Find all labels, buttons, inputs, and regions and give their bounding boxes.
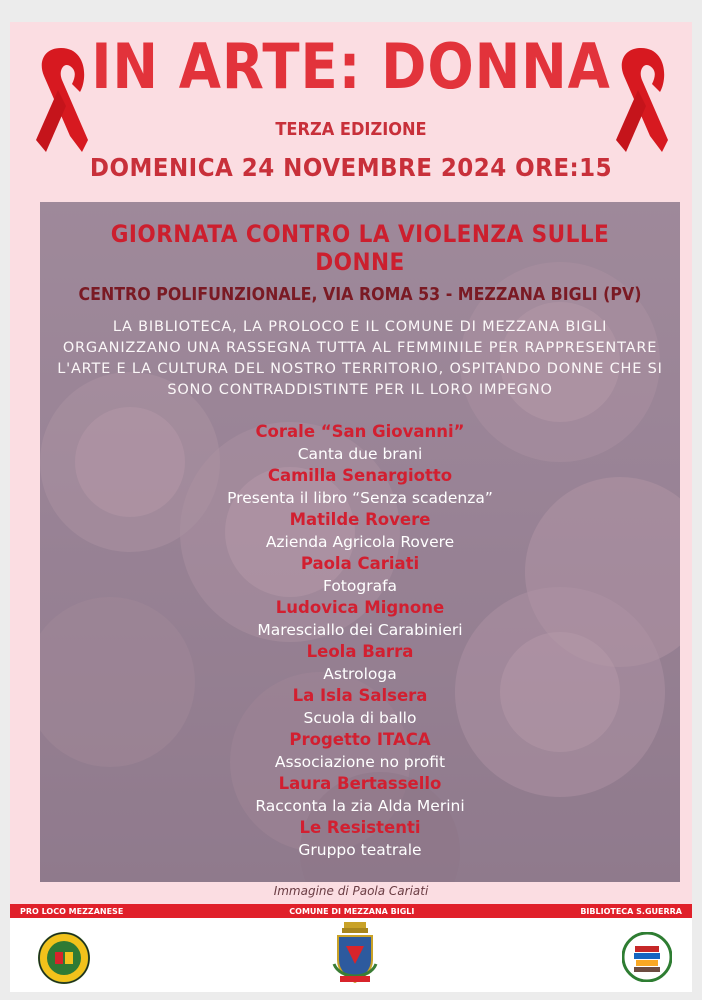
poster bbox=[10, 22, 692, 992]
guest-name: Progetto ITACA bbox=[289, 730, 431, 749]
guest-name: Laura Bertassello bbox=[278, 774, 442, 793]
sponsor-comune-label: COMUNE DI MEZZANA BIGLI bbox=[289, 906, 415, 916]
guest-name: La Isla Salsera bbox=[292, 686, 428, 705]
guest-role: Azienda Agricola Rovere bbox=[265, 533, 455, 551]
panel-content bbox=[40, 202, 680, 861]
event-title: IN ARTE: DONNA bbox=[91, 30, 611, 103]
guest-name: Camilla Senargiotto bbox=[267, 466, 453, 485]
headline: GIORNATA CONTRO LA VIOLENZA SULLE DONNE bbox=[110, 220, 610, 276]
sponsor-bar bbox=[10, 904, 692, 918]
guest-name: Leola Barra bbox=[306, 642, 414, 661]
guest-role: Astrologa bbox=[323, 665, 397, 683]
guest-role: Scuola di ballo bbox=[303, 709, 417, 727]
guest-role: Canta due brani bbox=[297, 445, 423, 463]
event-date: DOMENICA 24 NOVEMBRE 2024 ORE:15 bbox=[89, 153, 613, 182]
guest-name: Corale “San Giovanni” bbox=[255, 422, 465, 441]
venue-address: CENTRO POLIFUNZIONALE, VIA ROMA 53 - MEZZANA BIGLI (PV) bbox=[78, 284, 642, 305]
sponsor-logos bbox=[10, 918, 692, 992]
guest-name: Matilde Rovere bbox=[289, 510, 431, 529]
guest-name: Paola Cariati bbox=[300, 554, 420, 573]
guest-role: Racconta la zia Alda Merini bbox=[255, 797, 465, 815]
guest-role: Gruppo teatrale bbox=[298, 841, 422, 859]
guest-name: Ludovica Mignone bbox=[275, 598, 445, 617]
sponsor-biblioteca-label: BIBLIOTECA S.GUERRA bbox=[580, 906, 682, 916]
pro-loco-logo bbox=[38, 932, 90, 984]
content-panel bbox=[40, 202, 680, 882]
guest-role: Maresciallo dei Carabinieri bbox=[257, 621, 463, 639]
guest-list bbox=[40, 421, 680, 861]
guest-role: Presenta il libro “Senza scadenza” bbox=[227, 489, 493, 507]
intro-text bbox=[52, 317, 668, 401]
guest-role: Fotografa bbox=[322, 577, 398, 595]
coat-of-arms-logo bbox=[332, 920, 378, 988]
sponsor-proloco-label: PRO LOCO MEZZANESE bbox=[20, 906, 124, 916]
intro-line: SONO CONTRADDISTINTE PER IL LORO IMPEGNO bbox=[167, 382, 553, 398]
intro-line: LA BIBLIOTECA, LA PROLOCO E IL COMUNE DI MEZZANA BIGLI bbox=[112, 319, 608, 335]
books-logo bbox=[622, 932, 672, 982]
guest-name: Le Resistenti bbox=[299, 818, 421, 837]
photo-credit: Immagine di Paola Cariati bbox=[273, 884, 429, 898]
intro-line: L'ARTE E LA CULTURA DEL NOSTRO TERRITORIO, OSPITANDO DONNE CHE SI bbox=[57, 361, 663, 377]
edition-label: TERZA EDIZIONE bbox=[275, 119, 427, 140]
intro-line: ORGANIZZANO UNA RASSEGNA TUTTA AL FEMMINILE PER RAPPRESENTARE bbox=[62, 340, 658, 356]
guest-role: Associazione no profit bbox=[274, 753, 446, 771]
